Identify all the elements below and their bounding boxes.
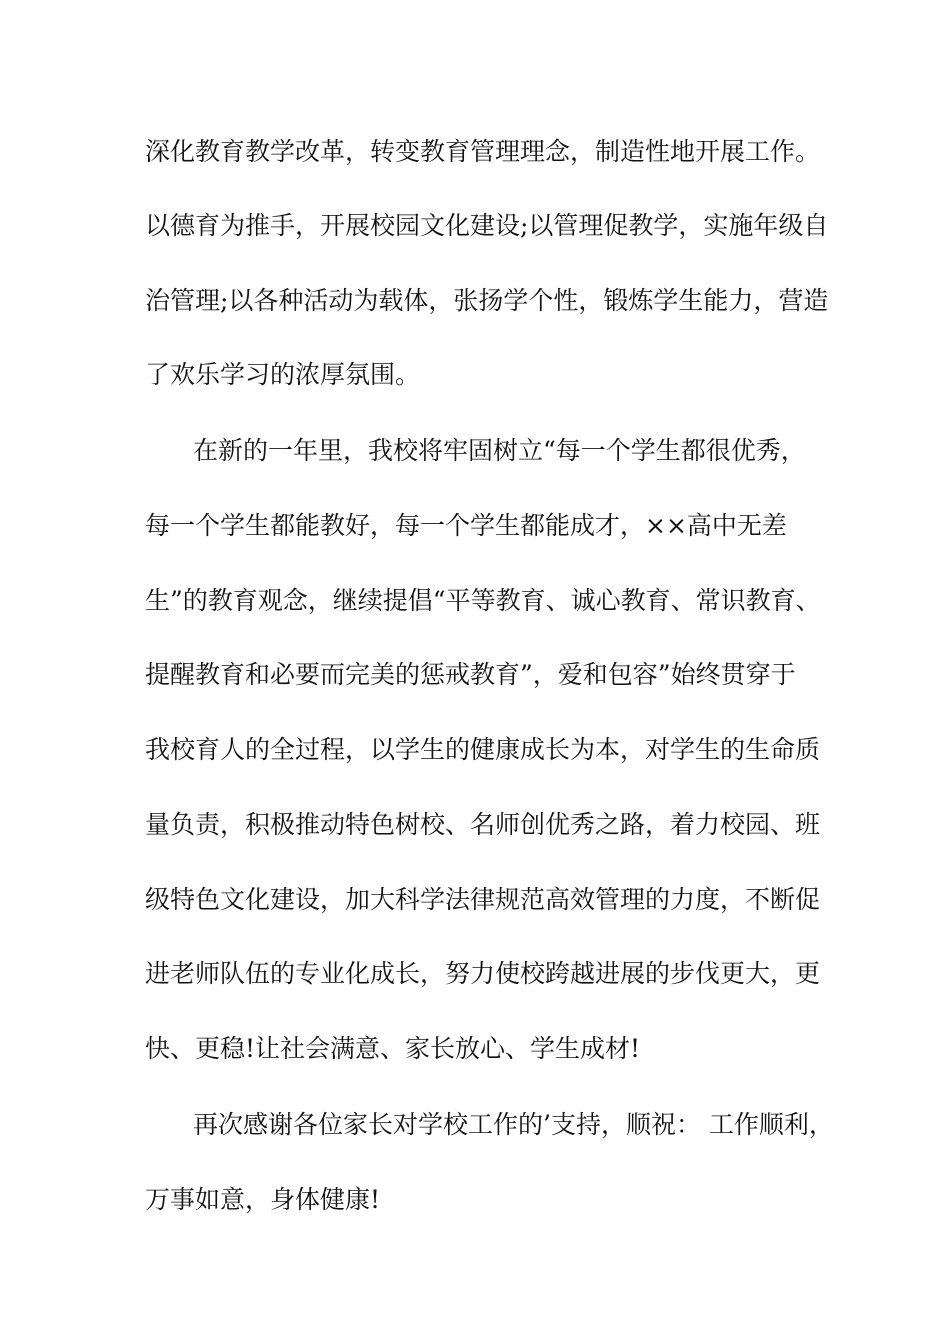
text-line: 我校育人的全过程，以学生的健康成长为本，对学生的生命质 <box>145 735 821 764</box>
text-line: 量负责，积极推动特色树校、名师创优秀之路，着力校园、班 <box>145 810 821 839</box>
text-line: 每一个学生都能教好，每一个学生都能成才，××高中无差 <box>145 511 787 540</box>
text-line: 生”的教育观念，继续提倡“平等教育、诚心教育、常识教育、 <box>145 586 821 615</box>
text-line: 深化教育教学改革，转变教育管理理念，制造性地开展工作。 <box>145 137 821 166</box>
text-line: 快、更稳!让社会满意、家长放心、学生成材! <box>145 1034 641 1063</box>
text-line: 以德育为推手，开展校园文化建设;以管理促教学，实施年级自 <box>145 211 829 240</box>
text-line: 提醒教育和必要而完美的惩戒教育”，爱和包容”始终贯穿于 <box>145 660 796 689</box>
text-line: 治管理;以各种活动为载体，张扬学个性，锻炼学生能力，营造 <box>145 286 829 315</box>
text-line: 进老师队伍的专业化成长，努力使校跨越进展的步伐更大，更 <box>145 959 821 988</box>
text-line: 了欢乐学习的浓厚氛围。 <box>145 360 421 389</box>
text-line: 级特色文化建设，加大科学法律规范高效管理的力度，不断促 <box>145 885 821 914</box>
paragraph-start-line: 再次感谢各位家长对学校工作的’支持，顺祝： 工作顺利， <box>193 1110 834 1139</box>
paragraph-start-line: 在新的一年里，我校将牢固树立“每一个学生都很优秀， <box>193 436 806 465</box>
text-line: 万事如意，身体健康! <box>145 1185 381 1214</box>
